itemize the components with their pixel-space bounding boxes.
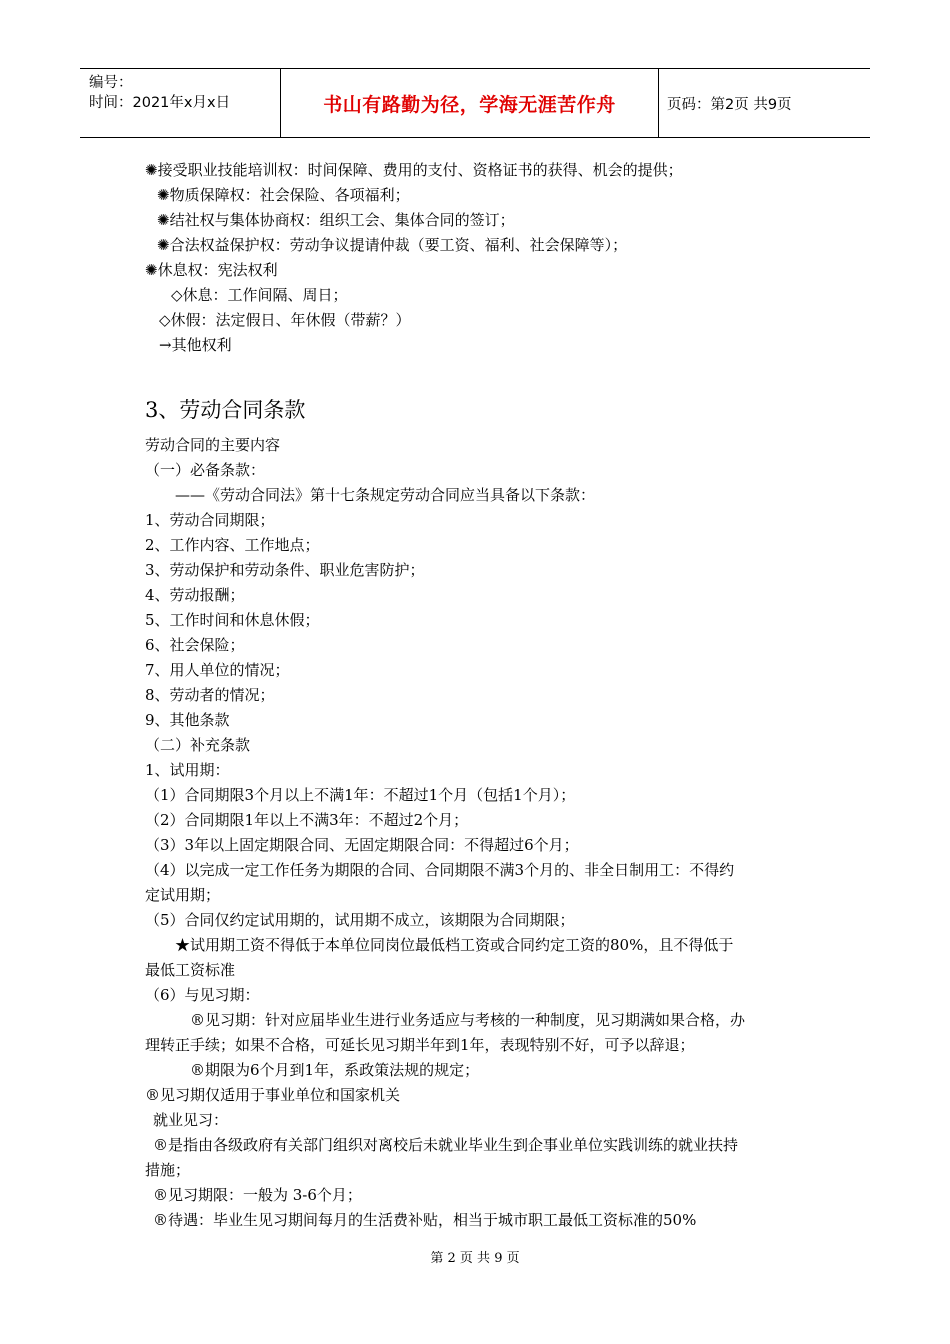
list-item: ✺物质保障权：社会保险、各项福利； xyxy=(157,186,410,204)
paragraph: 4、劳动报酬； xyxy=(145,586,245,604)
paragraph: ★试用期工资不得低于本单位同岗位最低档工资或合同约定工资的80%，且不得低于 xyxy=(175,936,734,954)
header-page-number: 页码：第2页 共9页 xyxy=(667,96,792,113)
paragraph: 1、试用期： xyxy=(145,761,230,779)
paragraph: （2）合同期限1年以上不满3年：不超过2个月； xyxy=(145,811,469,829)
paragraph: （二）补充条款 xyxy=(145,736,251,754)
paragraph: 9、其他条款 xyxy=(145,711,230,729)
paragraph: 5、工作时间和休息休假； xyxy=(145,611,320,629)
paragraph: 7、用人单位的情况； xyxy=(145,661,290,679)
section-title: 3、劳动合同条款 xyxy=(145,398,306,422)
paragraph: 8、劳动者的情况； xyxy=(145,686,275,704)
list-item: →其他权利 xyxy=(159,336,232,354)
header-info xyxy=(80,69,281,137)
list-item: ✺接受职业技能培训权：时间保障、费用的支付、资格证书的获得、机会的提供； xyxy=(145,161,683,179)
paragraph: 2、工作内容、工作地点； xyxy=(145,536,320,554)
paragraph: 6、社会保险； xyxy=(145,636,245,654)
list-item: ◇休息：工作间隔、周日； xyxy=(171,286,348,304)
document-number-label: 编号： xyxy=(89,75,133,91)
paragraph: ®见习期：针对应届毕业生进行业务适应与考核的一种制度，见习期满如果合格，办 xyxy=(190,1011,746,1029)
paragraph: ®期限为6个月到1年，系政策法规的规定； xyxy=(190,1061,480,1079)
paragraph: ®待遇：毕业生见习期间每月的生活费补贴，相当于城市职工最低工资标准的50% xyxy=(153,1211,697,1229)
list-item: ✺合法权益保护权：劳动争议提请仲裁（要工资、福利、社会保障等）； xyxy=(157,236,628,254)
paragraph: 3、劳动保护和劳动条件、职业危害防护； xyxy=(145,561,425,579)
paragraph: （1）合同期限3个月以上不满1年：不超过1个月（包括1个月）； xyxy=(145,786,576,804)
page-footer: 第 2 页 共 9 页 xyxy=(430,1251,520,1266)
paragraph: （6）与见习期： xyxy=(145,986,260,1004)
header-motto: 书山有路勤为径，学海无涯苦作舟 xyxy=(281,69,659,137)
paragraph: ®见习期仅适用于事业单位和国家机关 xyxy=(145,1086,401,1104)
paragraph: 1、劳动合同期限； xyxy=(145,511,275,529)
paragraph: 理转正手续；如果不合格，可延长见习期半年到1年，表现特别不好，可予以辞退； xyxy=(145,1036,695,1054)
document-date-label: 时间：2021年x月x日 xyxy=(89,95,231,111)
paragraph: 就业见习： xyxy=(153,1111,229,1129)
list-item: ◇休假：法定假日、年休假（带薪？） xyxy=(159,311,411,329)
list-item: ✺结社权与集体协商权：组织工会、集体合同的签订； xyxy=(157,211,515,229)
paragraph: ®是指由各级政府有关部门组织对离校后未就业毕业生到企事业单位实践训练的就业扶持 xyxy=(153,1136,739,1154)
paragraph: （3）3年以上固定期限合同、无固定期限合同：不得超过6个月； xyxy=(145,836,579,854)
paragraph: 最低工资标准 xyxy=(145,961,236,979)
paragraph: 措施； xyxy=(145,1161,191,1179)
list-item: ✺休息权：宪法权利 xyxy=(145,261,278,279)
page-header xyxy=(80,68,870,138)
paragraph: ®见习期限：一般为 3-6个月； xyxy=(153,1186,362,1204)
paragraph: 劳动合同的主要内容 xyxy=(145,436,281,454)
paragraph: （一）必备条款： xyxy=(145,461,266,479)
paragraph: （5）合同仅约定试用期的，试用期不成立，该期限为合同期限； xyxy=(145,911,575,929)
paragraph: 定试用期； xyxy=(145,886,221,904)
paragraph: （4）以完成一定工作任务为期限的合同、合同期限不满3个月的、非全日制用工：不得约 xyxy=(145,861,735,879)
paragraph: ——《劳动合同法》第十七条规定劳动合同应当具备以下条款： xyxy=(175,486,596,504)
